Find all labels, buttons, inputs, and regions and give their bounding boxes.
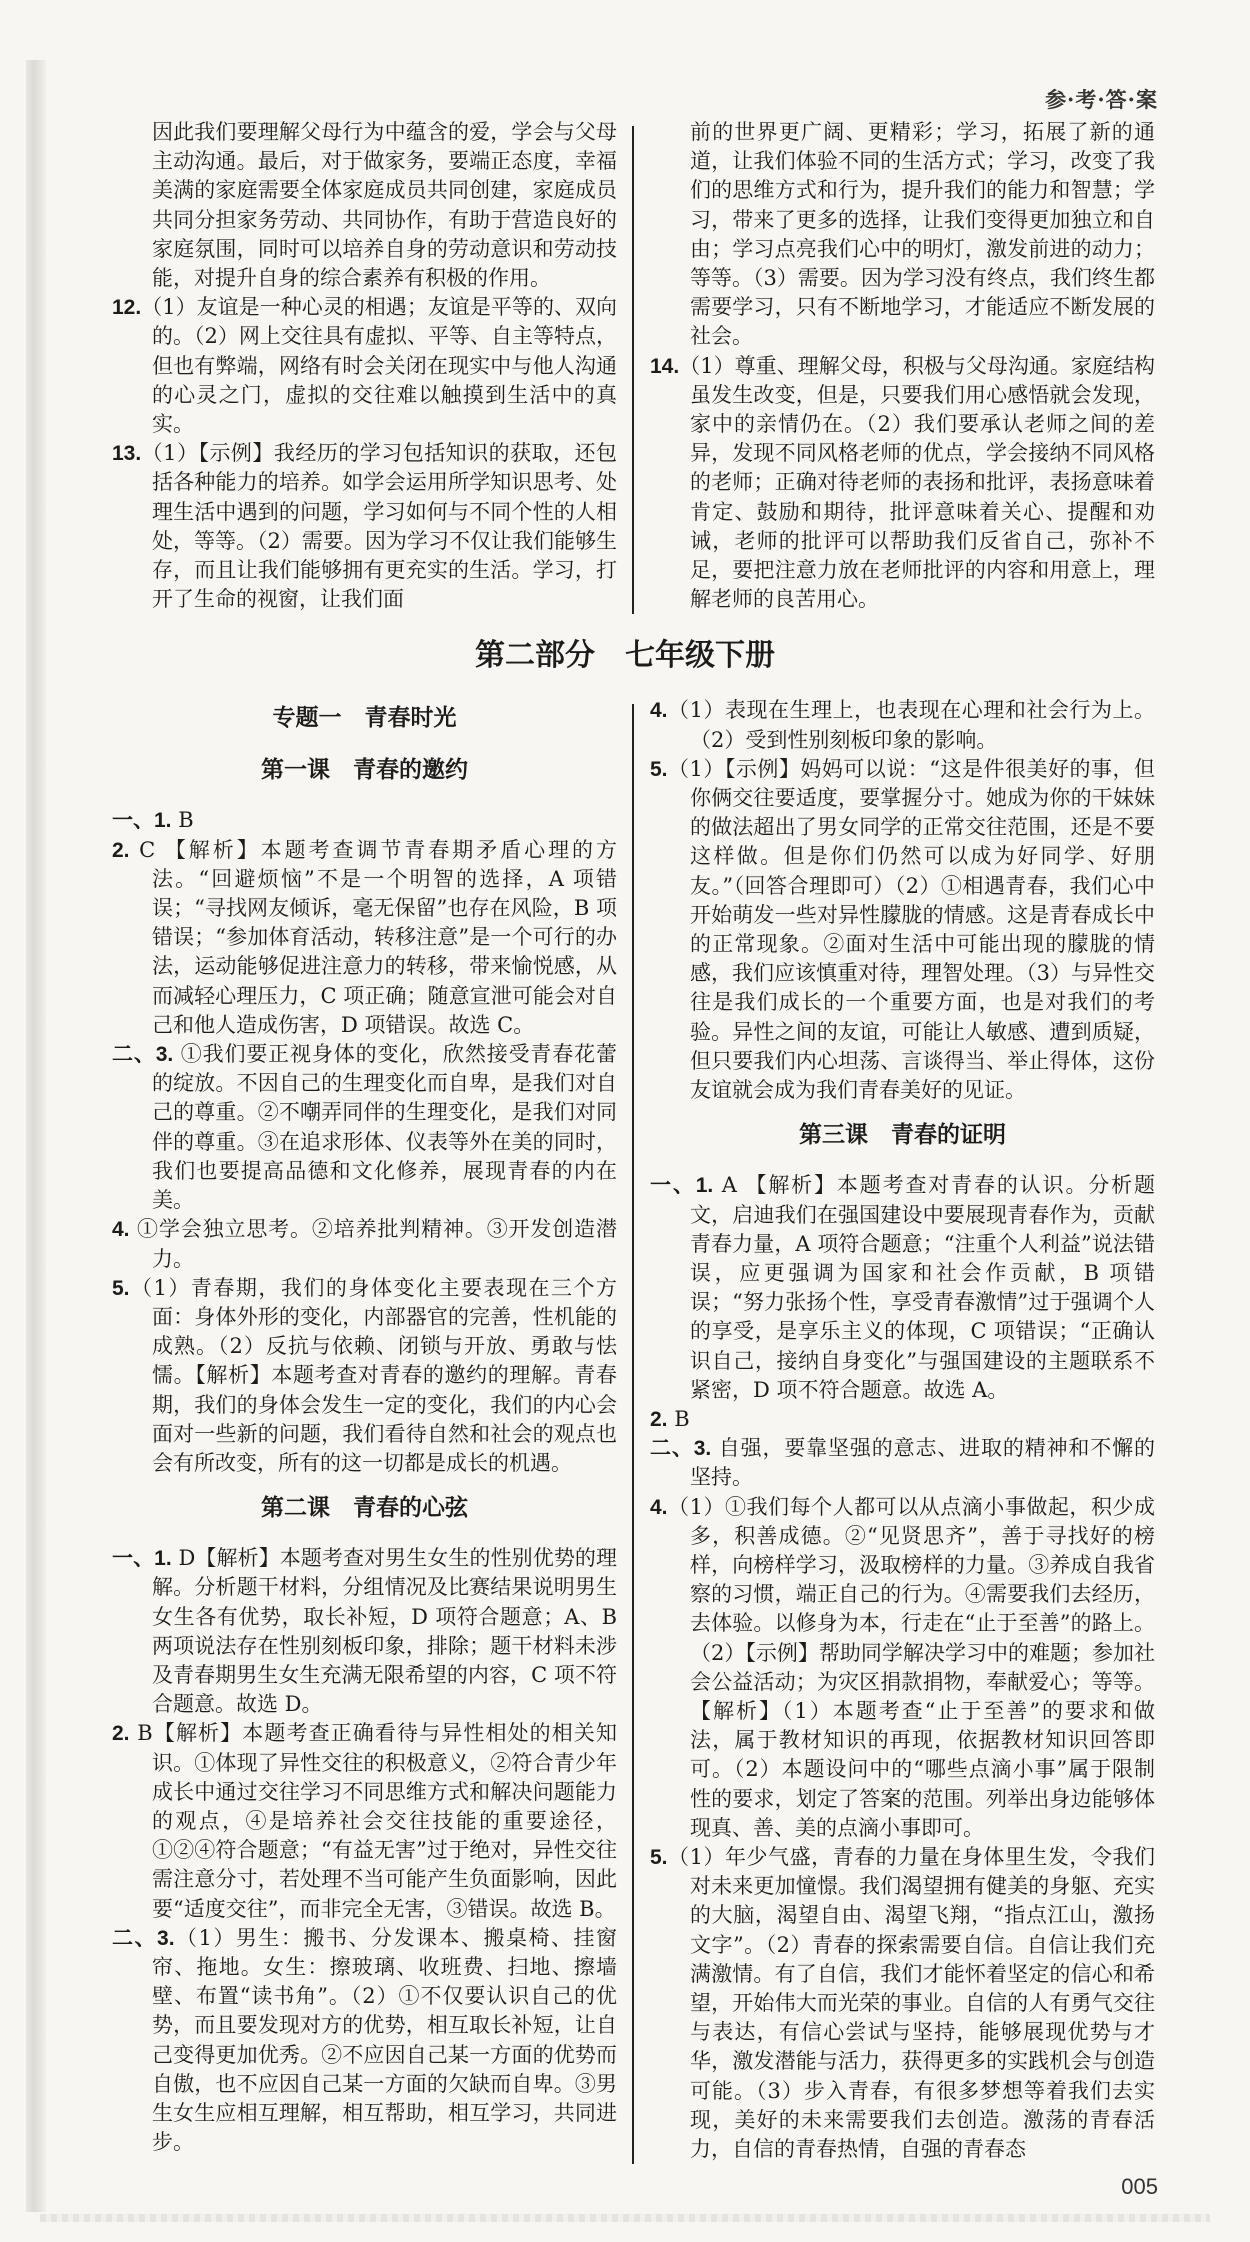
bottom-right-column xyxy=(650,696,1155,2164)
answer-label: 2. xyxy=(112,838,130,862)
answer-text: （1）年少气盛，青春的力量在身体里生发，令我们对未来更加憧憬。我们渴望拥有健美的身躯、充实的大脑，渴望自由、渴望飞翔，“指点江山，激扬文字”。（2）青春的探索需要自信。自信让我们充满激情。有了自信，我们才能怀着坚定的信心和希望，开始伟大而光荣的事业。自信的人有勇气交往与表达，有信心尝试与坚持，能够展现优势与才华，激发潜能与活力，获得更多的实践机会与创造可能。（3）步入青春，有很多梦想等着我们去实现，美好的未来需要我们去创造。激荡的青春活力，自信的青春热情，自强的青春态 xyxy=(667,1844,1155,2161)
answer-item xyxy=(112,1215,617,1273)
answer-14 xyxy=(650,352,1155,615)
answer-label: 2. xyxy=(650,1407,668,1431)
answer-label: 一、1. xyxy=(650,1174,714,1198)
answer-text: （1）表现在生理上，也表现在心理和社会行为上。（2）受到性别刻板印象的影响。 xyxy=(667,698,1155,752)
answer-item xyxy=(112,836,617,1040)
answer-label: 二、3. xyxy=(112,1926,175,1950)
answer-continuation xyxy=(112,118,617,293)
answer-text: （1）①我们每个人都可以从点滴小事做起，积少成多，积善成德。②“见贤思齐”，善于寻找好的榜样，向榜样学习，汲取榜样的力量。③养成自我省察的习惯，端正自己的行为。④需要我们去经历，去体验。以修身为本，行走在“止于至善”的路上。（2）【示例】帮助同学解决学习中的难题；参加社会公益活动；为灾区捐款捐物，奉献爱心；等等。【解析】（1）本题考查“止于至善”的要求和做法，属于教材知识的再现，依据教材知识回答即可。（2）本题设问中的“哪些点滴小事”属于限制性的要求，划定了答案的范围。列举出身边能够体现真、善、美的点滴小事即可。 xyxy=(667,1494,1155,1840)
answer-text: ①我们要正视身体的变化，欣然接受青春花蕾的绽放。不因自己的生理变化而自卑，是我们对自己的尊重。②不嘲弄同伴的生理变化，是我们对同伴的尊重。③在追求形体、仪表等外在美的同时，我们也要提高品德和文化修养，展现青春的内在美。 xyxy=(152,1042,617,1213)
answer-text: D【解析】本题考查对男生女生的性别优势的理解。分析题干材料，分组情况及比赛结果说明男生女生各有优势，取长补短，D 项符合题意；A、B 两项说法存在性别刻板印象，排除；题干材料未涉及青春期男生女生充满无限希望的内容，C 项不符合题意。故选 D。 xyxy=(152,1546,617,1717)
answer-label: 5. xyxy=(112,1276,130,1300)
answer-text: C 【解析】本题考查调节青春期矛盾心理的方法。“回避烦恼”不是一个明智的选择，A 项错误；“寻找网友倾诉，毫无保留”也存在风险，B 项错误；“参加体育活动，转移注意”是一个可行的办法，运动能够促进注意力的转移，带来愉悦感，从而减轻心理压力，C 项正确；随意宣泄可能会对自己和他人造成伤害，D 项错误。故选 C。 xyxy=(129,837,617,1037)
answer-text: B【解析】本题考查正确看待与异性相处的相关知识。①体现了异性交往的积极意义，②符合青少年成长中通过交往学习不同思维方式和解决问题能力的观点，④是培养社会交往技能的重要途径，①②④符合题意；“有益无害”过于绝对，异性交往需注意分寸，若处理不当可能产生负面影响，因此要“适度交往”，而非完全无害，③错误。故选 B。 xyxy=(129,1721,617,1921)
answer-text: （1）【示例】我经历的学习包括知识的获取，还包括各种能力的培养。如学会运用所学知识思考、处理生活中遇到的问题，学习如何与不同个性的人相处，等等。（2）需要。因为学习不仅让我们能够生存，而且让我们能够拥有更充实的生活。学习，打开了生命的视窗，让我们面 xyxy=(141,441,617,612)
answer-text: 因此我们要理解父母行为中蕴含的爱，学会与父母主动沟通。最后，对于做家务，要端正态度，幸福美满的家庭需要全体家庭成员共同创建，家庭成员共同分担家务劳动、共同协作，有助于营造良好的家庭氛围，同时可以培养自身的劳动意识和劳动技能，对提升自身的综合素养有积极的作用。 xyxy=(152,120,617,291)
answer-item xyxy=(112,1274,617,1478)
answer-label: 5. xyxy=(650,757,668,781)
answer-text: （1）友谊是一种心灵的相遇；友谊是平等的、双向的。（2）网上交往具有虚拟、平等、自主等特点，但也有弊端，网络有时会关闭在现实中与他人沟通的心灵之门，虚拟的交往难以触摸到生活中的真实。 xyxy=(141,295,617,437)
answer-label: 14. xyxy=(650,354,680,378)
answer-item xyxy=(650,696,1155,754)
bottom-left-column xyxy=(112,696,617,2164)
lesson-1-title: 第一课 青春的邀约 xyxy=(261,757,468,784)
answer-item xyxy=(650,1171,1155,1405)
page-number: 005 xyxy=(1121,2174,1158,2200)
answer-label: 4. xyxy=(112,1218,130,1242)
answer-text: ①学会独立思考。②培养批判精神。③开发创造潜力。 xyxy=(129,1217,617,1271)
topic-title: 专题一 青春时光 xyxy=(272,705,457,732)
top-left-column xyxy=(112,118,617,614)
answer-label: 4. xyxy=(650,1495,668,1519)
top-right-column xyxy=(650,118,1155,614)
answer-text: 自强，要靠坚强的意志、进取的精神和不懈的坚持。 xyxy=(690,1436,1155,1490)
answer-label: 2. xyxy=(112,1722,130,1746)
answer-label: 一、1. xyxy=(112,1547,172,1571)
answer-text: B xyxy=(171,808,194,833)
scan-bottom-edge xyxy=(40,2214,1210,2222)
answer-item xyxy=(650,1843,1155,2164)
answer-text: A 【解析】本题考查对青春的认识。分析题文，启迪我们在强国建设中要展现青春作为，贡献青春力量，A 项符合题意；“注重个人利益”说法错误，应更强调为国家和社会作贡献，B 项错误；“努力张扬个性，享受青春激情”过于强调个人的享受，是享乐主义的体现，C 项错误；“正确认识自己，接纳自身变化”与强国建设的主题联系不紧密，D 项不符合题意。故选 A。 xyxy=(690,1173,1156,1402)
answer-item xyxy=(650,755,1155,1105)
answer-text: （1）青春期，我们的身体变化主要表现在三个方面：身体外形的变化，内部器官的完善，性机能的成熟。（2）反抗与依赖、闭锁与开放、勇敢与怯懦。【解析】本题考查对青春的邀约的理解。青春期，我们的身体会发生一定的变化，我们的内心会面对一些新的问题，我们看待自然和社会的观点也会有所改变，所有的这一切都是成长的机遇。 xyxy=(129,1275,617,1475)
answer-item xyxy=(650,1434,1155,1492)
answer-item xyxy=(112,1719,617,1923)
answer-text: （1）尊重、理解父母，积极与父母沟通。家庭结构虽发生改变，但是，只要我们用心感悟就会发现，家中的亲情仍在。（2）我们要承认老师之间的差异，发现不同风格老师的优点，学会接纳不同风格的老师；正确对待老师的表扬和批评，表扬意味着肯定、鼓励和期待，批评意味着关心、提醒和劝诫，老师的批评可以帮助我们反省自己，弥补不足，要把注意力放在老师批评的内容和用意上，理解老师的良苦用心。 xyxy=(679,353,1155,612)
answer-item xyxy=(650,1405,1155,1434)
header xyxy=(112,84,1158,118)
answer-continuation xyxy=(650,118,1155,352)
lesson-3-title: 第三课 青春的证明 xyxy=(799,1122,1006,1149)
answer-text: （1）男生：搬书、分发课本、搬桌椅、挂窗帘、拖地。女生：擦玻璃、收班费、扫地、擦墙壁、布置“读书角”。（2）①不仅要认识自己的优势，而且要发现对方的优势，相互取长补短，让自己变得更加优秀。②不应因自己某一方面的优势而自傲，也不应因自己某一方面的欠缺而自卑。③男生女生应相互理解，相互帮助，相互学习，共同进步。 xyxy=(152,1925,618,2155)
answer-item xyxy=(112,1924,617,2158)
answer-13 xyxy=(112,439,617,614)
answer-item xyxy=(112,806,617,835)
part-title: 第二部分 七年级下册 xyxy=(475,638,775,674)
answer-label: 5. xyxy=(650,1845,668,1869)
answer-label: 二、3. xyxy=(650,1437,712,1461)
answer-12 xyxy=(112,293,617,439)
answer-label: 12. xyxy=(112,296,142,320)
answer-label: 二、3. xyxy=(112,1043,174,1067)
answer-label: 一、1. xyxy=(112,809,172,833)
lesson-2-title: 第二课 青春的心弦 xyxy=(261,1495,468,1522)
answer-label: 4. xyxy=(650,699,668,723)
answer-item xyxy=(112,1040,617,1215)
footer xyxy=(112,2174,1158,2208)
top-section xyxy=(112,118,1158,614)
answer-text: B xyxy=(667,1406,690,1431)
answer-item xyxy=(112,1544,617,1719)
answer-item xyxy=(650,1493,1155,1843)
bottom-section xyxy=(112,696,1158,2164)
answer-text: （1）【示例】妈妈可以说：“这是件很美好的事，但你俩交往要适度，要掌握分寸。她成为你的干妹妹的做法超出了男女同学的正常交往范围，还是不要这样做。但是你们仍然可以成为好同学、好朋友。”（回答合理即可）（2）①相遇青春，我们心中开始萌发一些对异性朦胧的情感。这是青春成长中的正常现象。②面对生活中可能出现的朦胧的情感，我们应该慎重对待，理智处理。（3）与异性交往是我们成长的一个重要方面，也是对我们的考验。异性之间的友谊，可能让人敏感、遭到质疑，但只要我们内心坦荡、言谈得当、举止得体，这份友谊就会成为我们青春美好的见证。 xyxy=(667,756,1155,1103)
running-head: 参·考·答·案 xyxy=(1045,87,1158,112)
answer-label: 13. xyxy=(112,442,142,466)
answer-text: 前的世界更广阔、更精彩；学习，拓展了新的通道，让我们体验不同的生活方式；学习，改变了我们的思维方式和行为，提升我们的能力和智慧；学习，带来了更多的选择，让我们变得更加独立和自由；学习点亮我们心中的明灯，激发前进的动力；等等。（3）需要。因为学习没有终点，我们终生都需要学习，只有不断地学习，才能适应不断发展的社会。 xyxy=(690,120,1155,349)
